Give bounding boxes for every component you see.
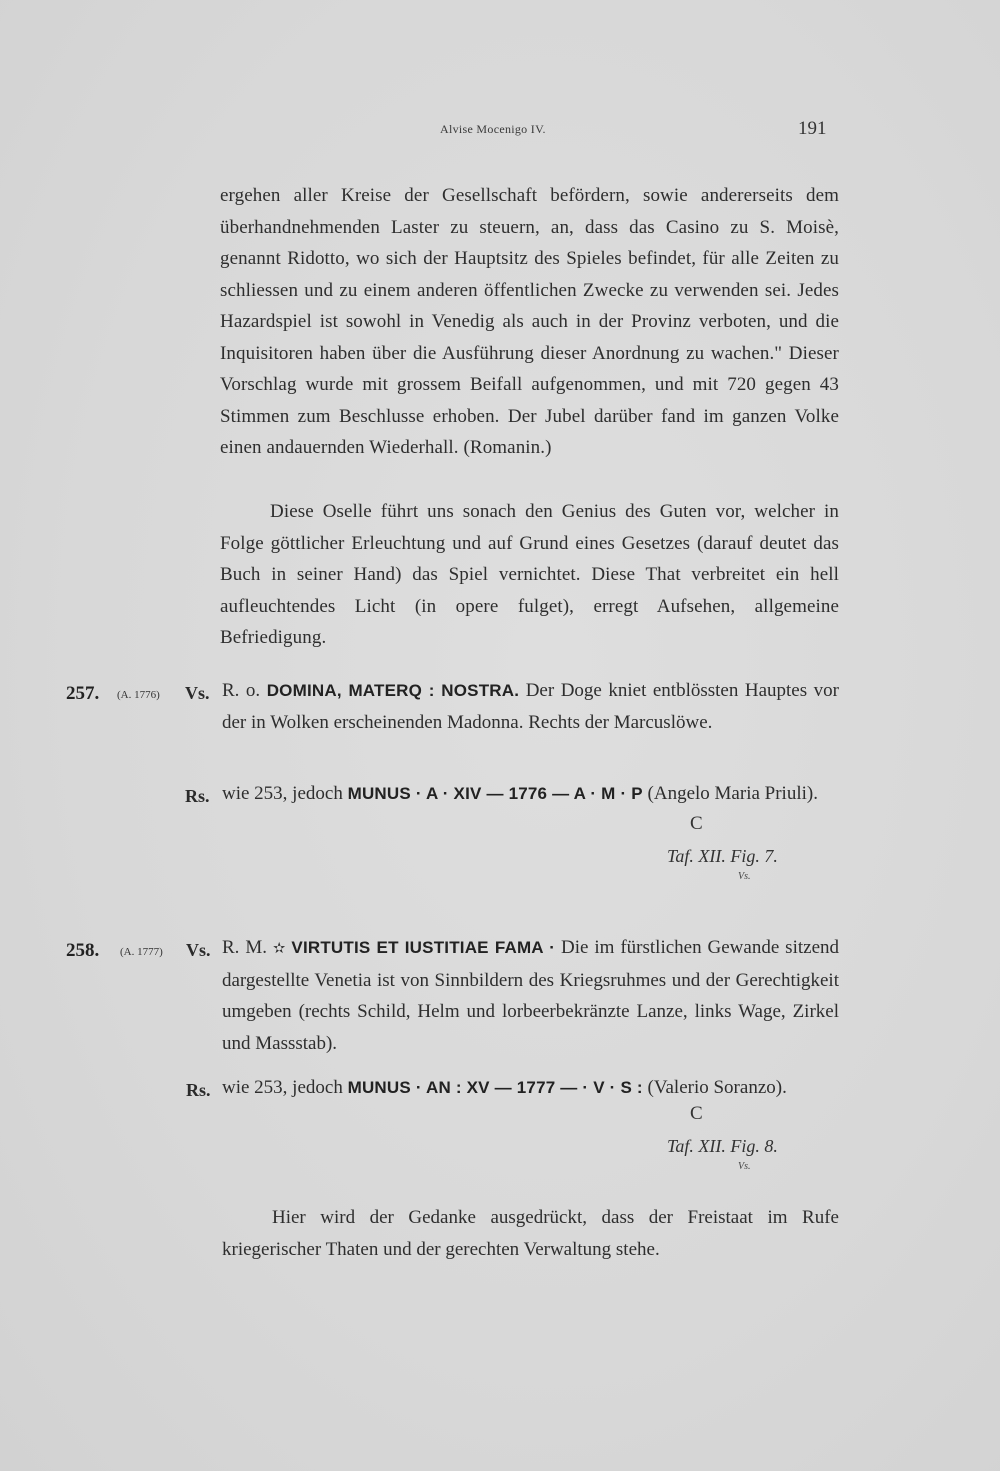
reverse-description <box>222 1072 839 1104</box>
reverse-prefix: wie 253, jedoch <box>222 783 343 804</box>
paragraph-oselle-description: Diese Oselle führt uns sonach den Genius des Guten vor, welcher in Folge göttlicher Erleuchtung und auf Grund eines Gesetzes (darauf deutet das Buch in seiner Hand) das Spiel vernichtet. Diese That verbreitet ein hell aufleuchtendes Licht (in opere fulget), erregt Aufsehen, allgemeine Befriedigung. <box>220 501 839 648</box>
paragraph-continuation: ergehen aller Kreise der Gesellschaft befördern, sowie andererseits dem überhandnehmenden Laster zu steuern, an, dass das Casino zu S. Moisè, genannt Ridotto, wo sich der Hauptsitz des Spieles befindet, für alle Zeiten zu schliessen und zu einem anderen öffentlichen Zwecke zu verwenden sei. Jedes Hazardspiel ist sowohl in Venedig als auch in der Provinz verboten, und die Inquisitoren haben über die Ausführung dieser Anordnung zu wachen." Dieser Vorschlag wurde mit grossem Beifall aufgenommen, und mit 720 gegen 43 Stimmen zum Beschlusse erhoben. Der Jubel darüber fand im ganzen Volke einen andauernden Wiederhall. (Romanin.) <box>220 185 839 458</box>
plate-reference: Taf. XII. Fig. 8. <box>667 1136 778 1156</box>
reverse-label: Rs. <box>185 786 210 806</box>
plate-reference: Taf. XII. Fig. 7. <box>667 846 778 866</box>
obverse-legend: VIRTUTIS ET IUSTITIAE FAMA · <box>291 938 556 957</box>
star-icon: ✫ <box>272 939 286 957</box>
obverse-text: Die im fürstlichen Gewande sitzend dargestellte Venetia ist von Sinnbildern des Kriegsruhmes und der Gerechtigkeit umgeben (rechts Schild, Helm und lorbeerbekränzte Lanze, links Wage, Zirkel und Massstab). <box>222 937 839 1054</box>
reverse-description <box>222 778 839 810</box>
reverse-prefix: wie 253, jedoch <box>222 1077 343 1098</box>
reverse-text: (Valerio Soranzo). <box>647 1077 787 1098</box>
reverse-label: Rs. <box>186 1080 211 1100</box>
obverse-legend: DOMINA, MATERQ : NOSTRA. <box>266 681 520 700</box>
obverse-label: Vs. <box>185 683 210 703</box>
obverse-description <box>222 932 839 1059</box>
plate-side: Vs. <box>738 1161 751 1172</box>
entry-year: (A. 1777) <box>120 946 163 958</box>
obverse-prefix: R. M. <box>222 937 267 958</box>
plate-side: Vs. <box>738 871 751 882</box>
page-number: 191 <box>798 118 827 139</box>
obverse-text: Der Doge kniet entblössten Hauptes vor der in Wolken erscheinenden Madonna. Rechts der Marcuslöwe. <box>222 680 839 733</box>
obverse-description <box>222 675 839 738</box>
entry-number: 257. <box>66 683 100 704</box>
obverse-prefix: R. o. <box>222 680 261 701</box>
entry-year: (A. 1776) <box>117 689 160 701</box>
reverse-text: (Angelo Maria Priuli). <box>647 783 818 804</box>
closing-paragraph: Hier wird der Gedanke ausgedrückt, dass der Freistaat im Rufe kriegerischer Thaten und der gerechten Verwaltung stehe. <box>222 1207 839 1260</box>
running-head <box>0 118 1000 142</box>
metal-mark: C <box>690 1103 703 1124</box>
reverse-legend: MUNUS · A · XIV — 1776 — A · M · P <box>347 784 643 803</box>
running-title: Alvise Mocenigo IV. <box>440 122 546 136</box>
metal-mark: C <box>690 813 703 834</box>
obverse-label: Vs. <box>186 940 211 960</box>
reverse-legend: MUNUS · AN : XV — 1777 — · V · S : <box>347 1078 643 1097</box>
entry-number: 258. <box>66 940 100 961</box>
